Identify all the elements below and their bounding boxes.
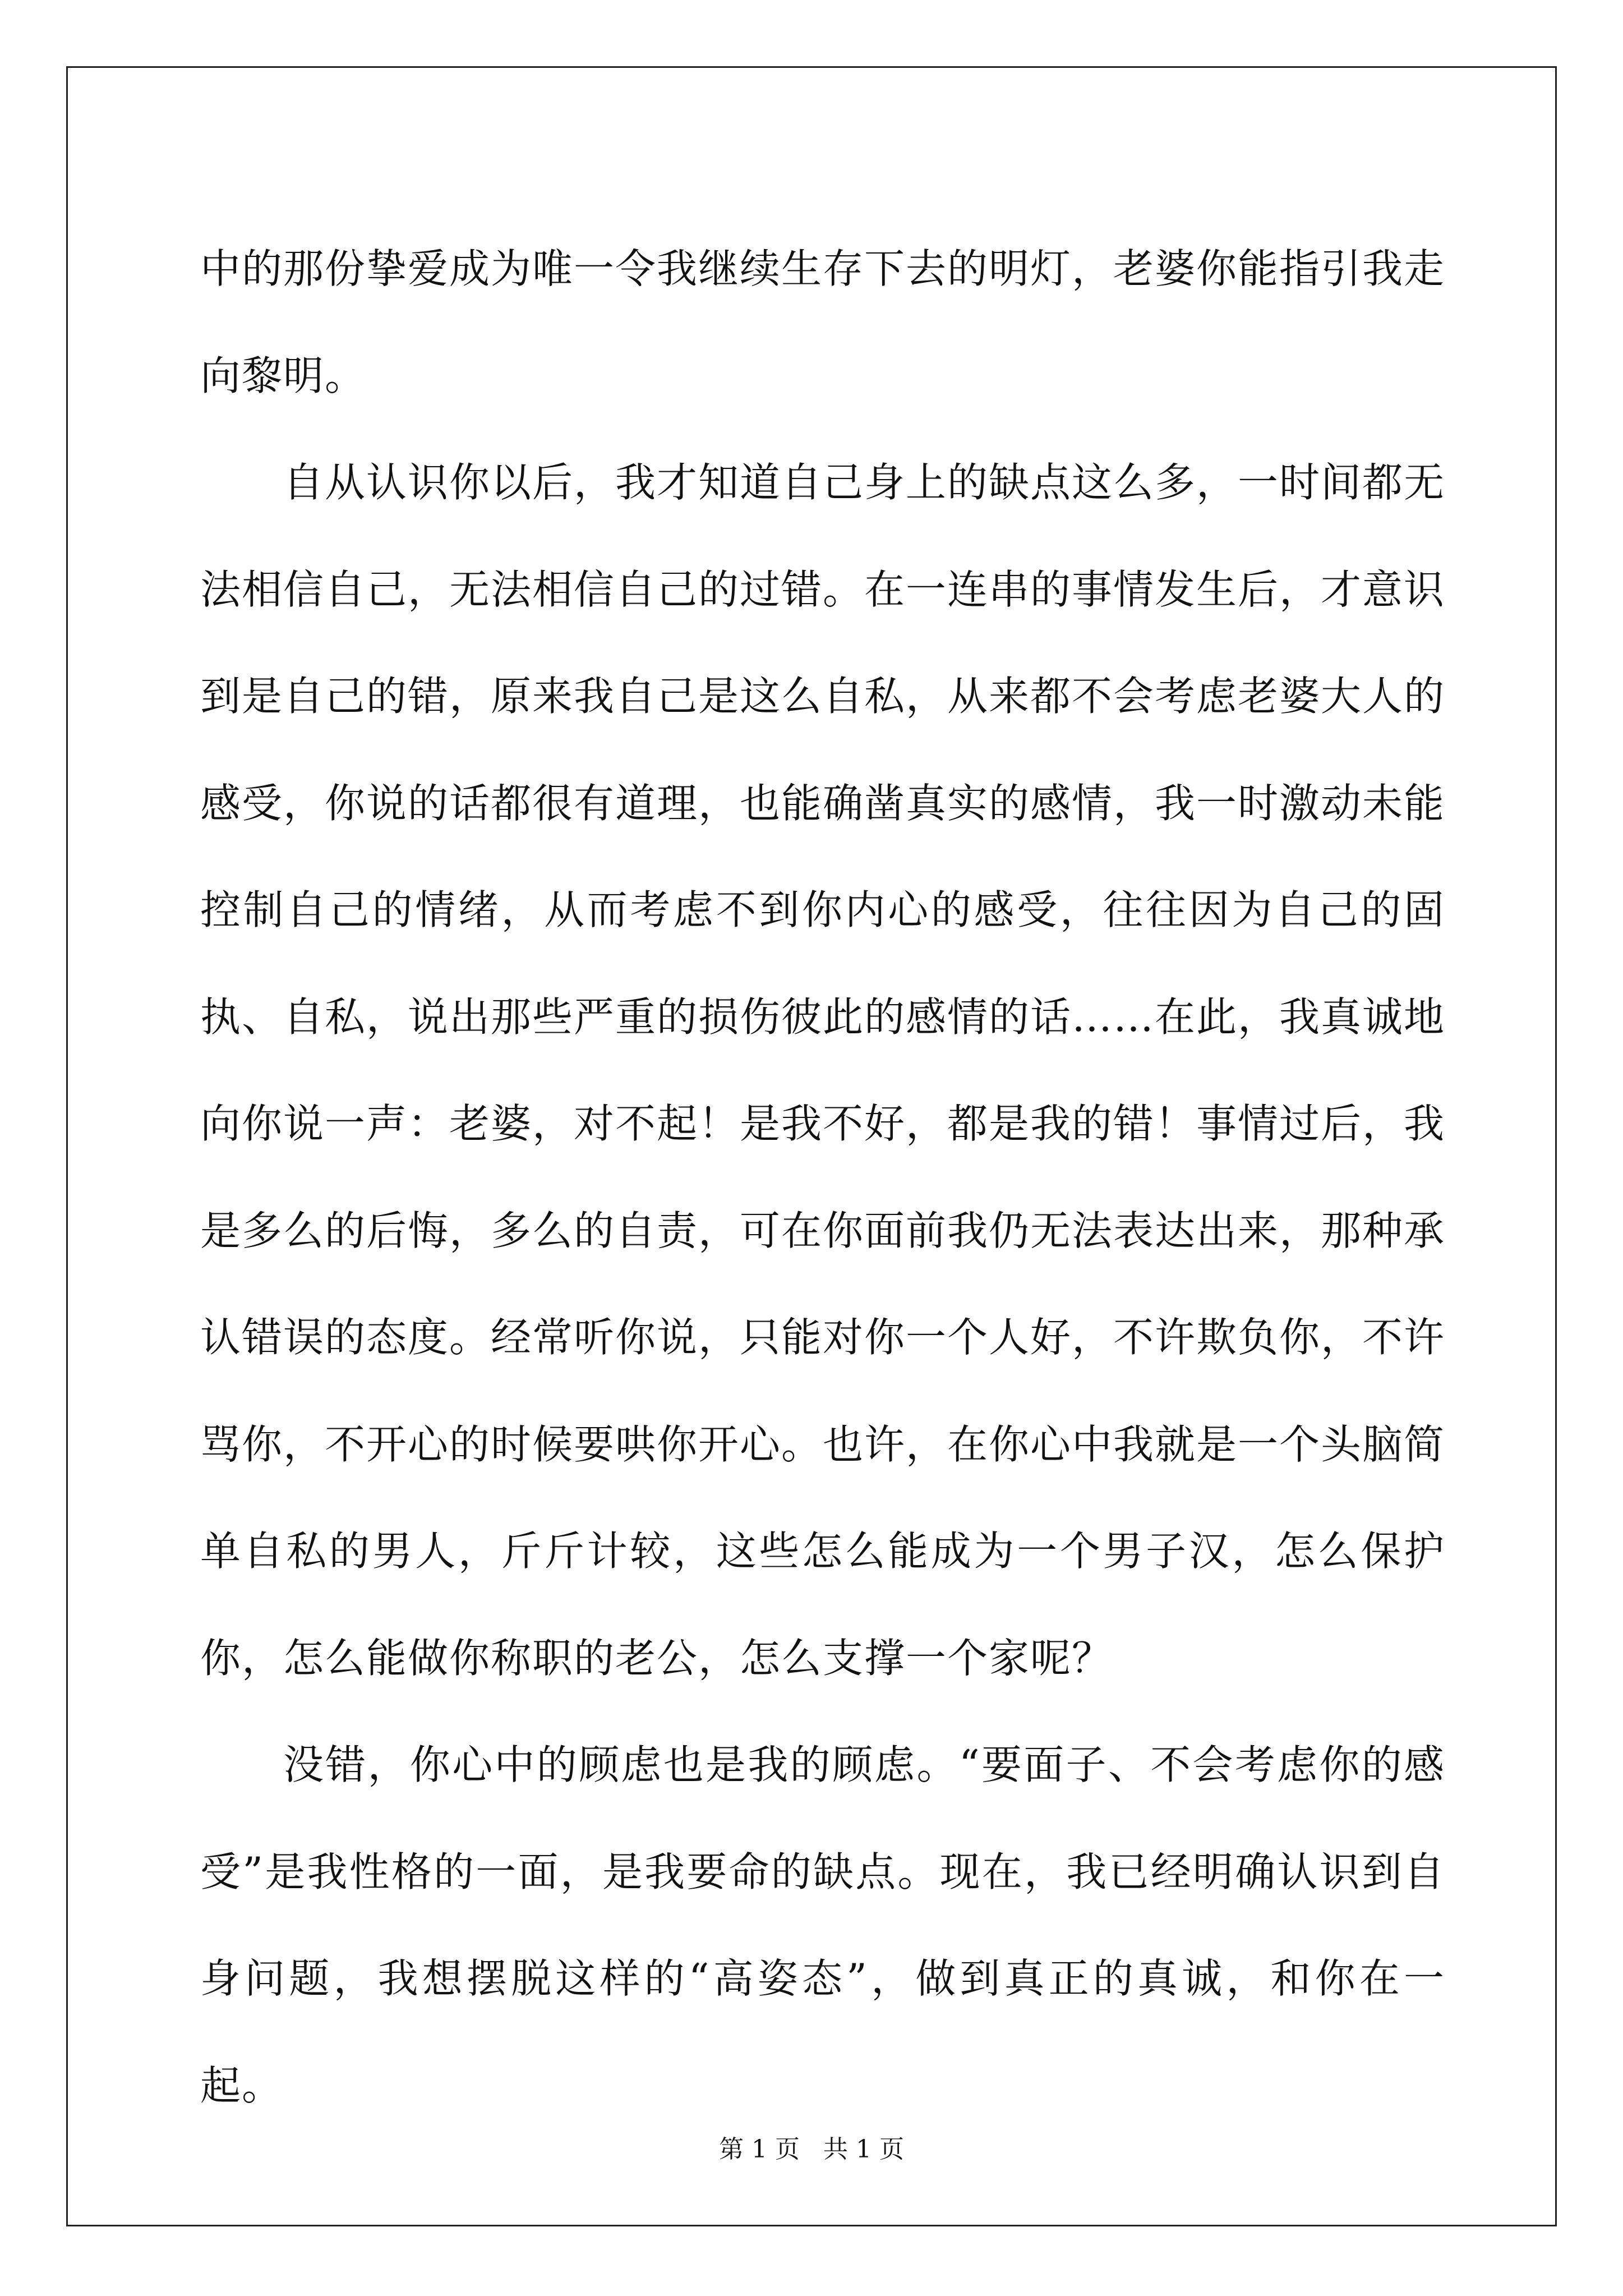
document-body bbox=[200, 215, 1445, 2139]
page-footer bbox=[0, 2133, 1623, 2166]
paragraph-3: 没错，你心中的顾虑也是我的顾虑。“要面子、不会考虑你的感受”是我性格的一面，是我要命的缺点。现在，我已经明确认识到自身问题，我想摆脱这样的“高姿态”，做到真正的真诚，和你在一起。 bbox=[200, 1741, 1445, 2109]
paragraph-2: 自从认识你以后，我才知道自己身上的缺点这么多，一时间都无法相信自己，无法相信自己的过错。在一连串的事情发生后，才意识到是自己的错，原来我自己是这么自私，从来都不会考虑老婆大人的感受，你说的话都很有道理，也能确凿真实的感情，我一时激动未能控制自己的情绪，从而考虑不到你内心的感受，往往因为自己的固执、自私，说出那些严重的损伤彼此的感情的话……在此，我真诚地向你说一声：老婆，对不起！是我不好，都是我的错！事情过后，我是多么的后悔，多么的自责，可在你面前我仍无法表达出来，那种承认错误的态度。经常听你说，只能对你一个人好，不许欺负你，不许骂你，不开心的时候要哄你开心。也许，在你心中我就是一个头脑简单自私的男人，斤斤计较，这些怎么能成为一个男子汉，怎么保护你，怎么能做你称职的老公，怎么支撑一个家呢？ bbox=[200, 459, 1446, 1682]
paragraph-1: 中的那份挚爱成为唯一令我继续生存下去的明灯，老婆你能指引我走向黎明。 bbox=[200, 245, 1446, 399]
page-number-label: 第 1 页 共 1 页 bbox=[719, 2135, 904, 2164]
